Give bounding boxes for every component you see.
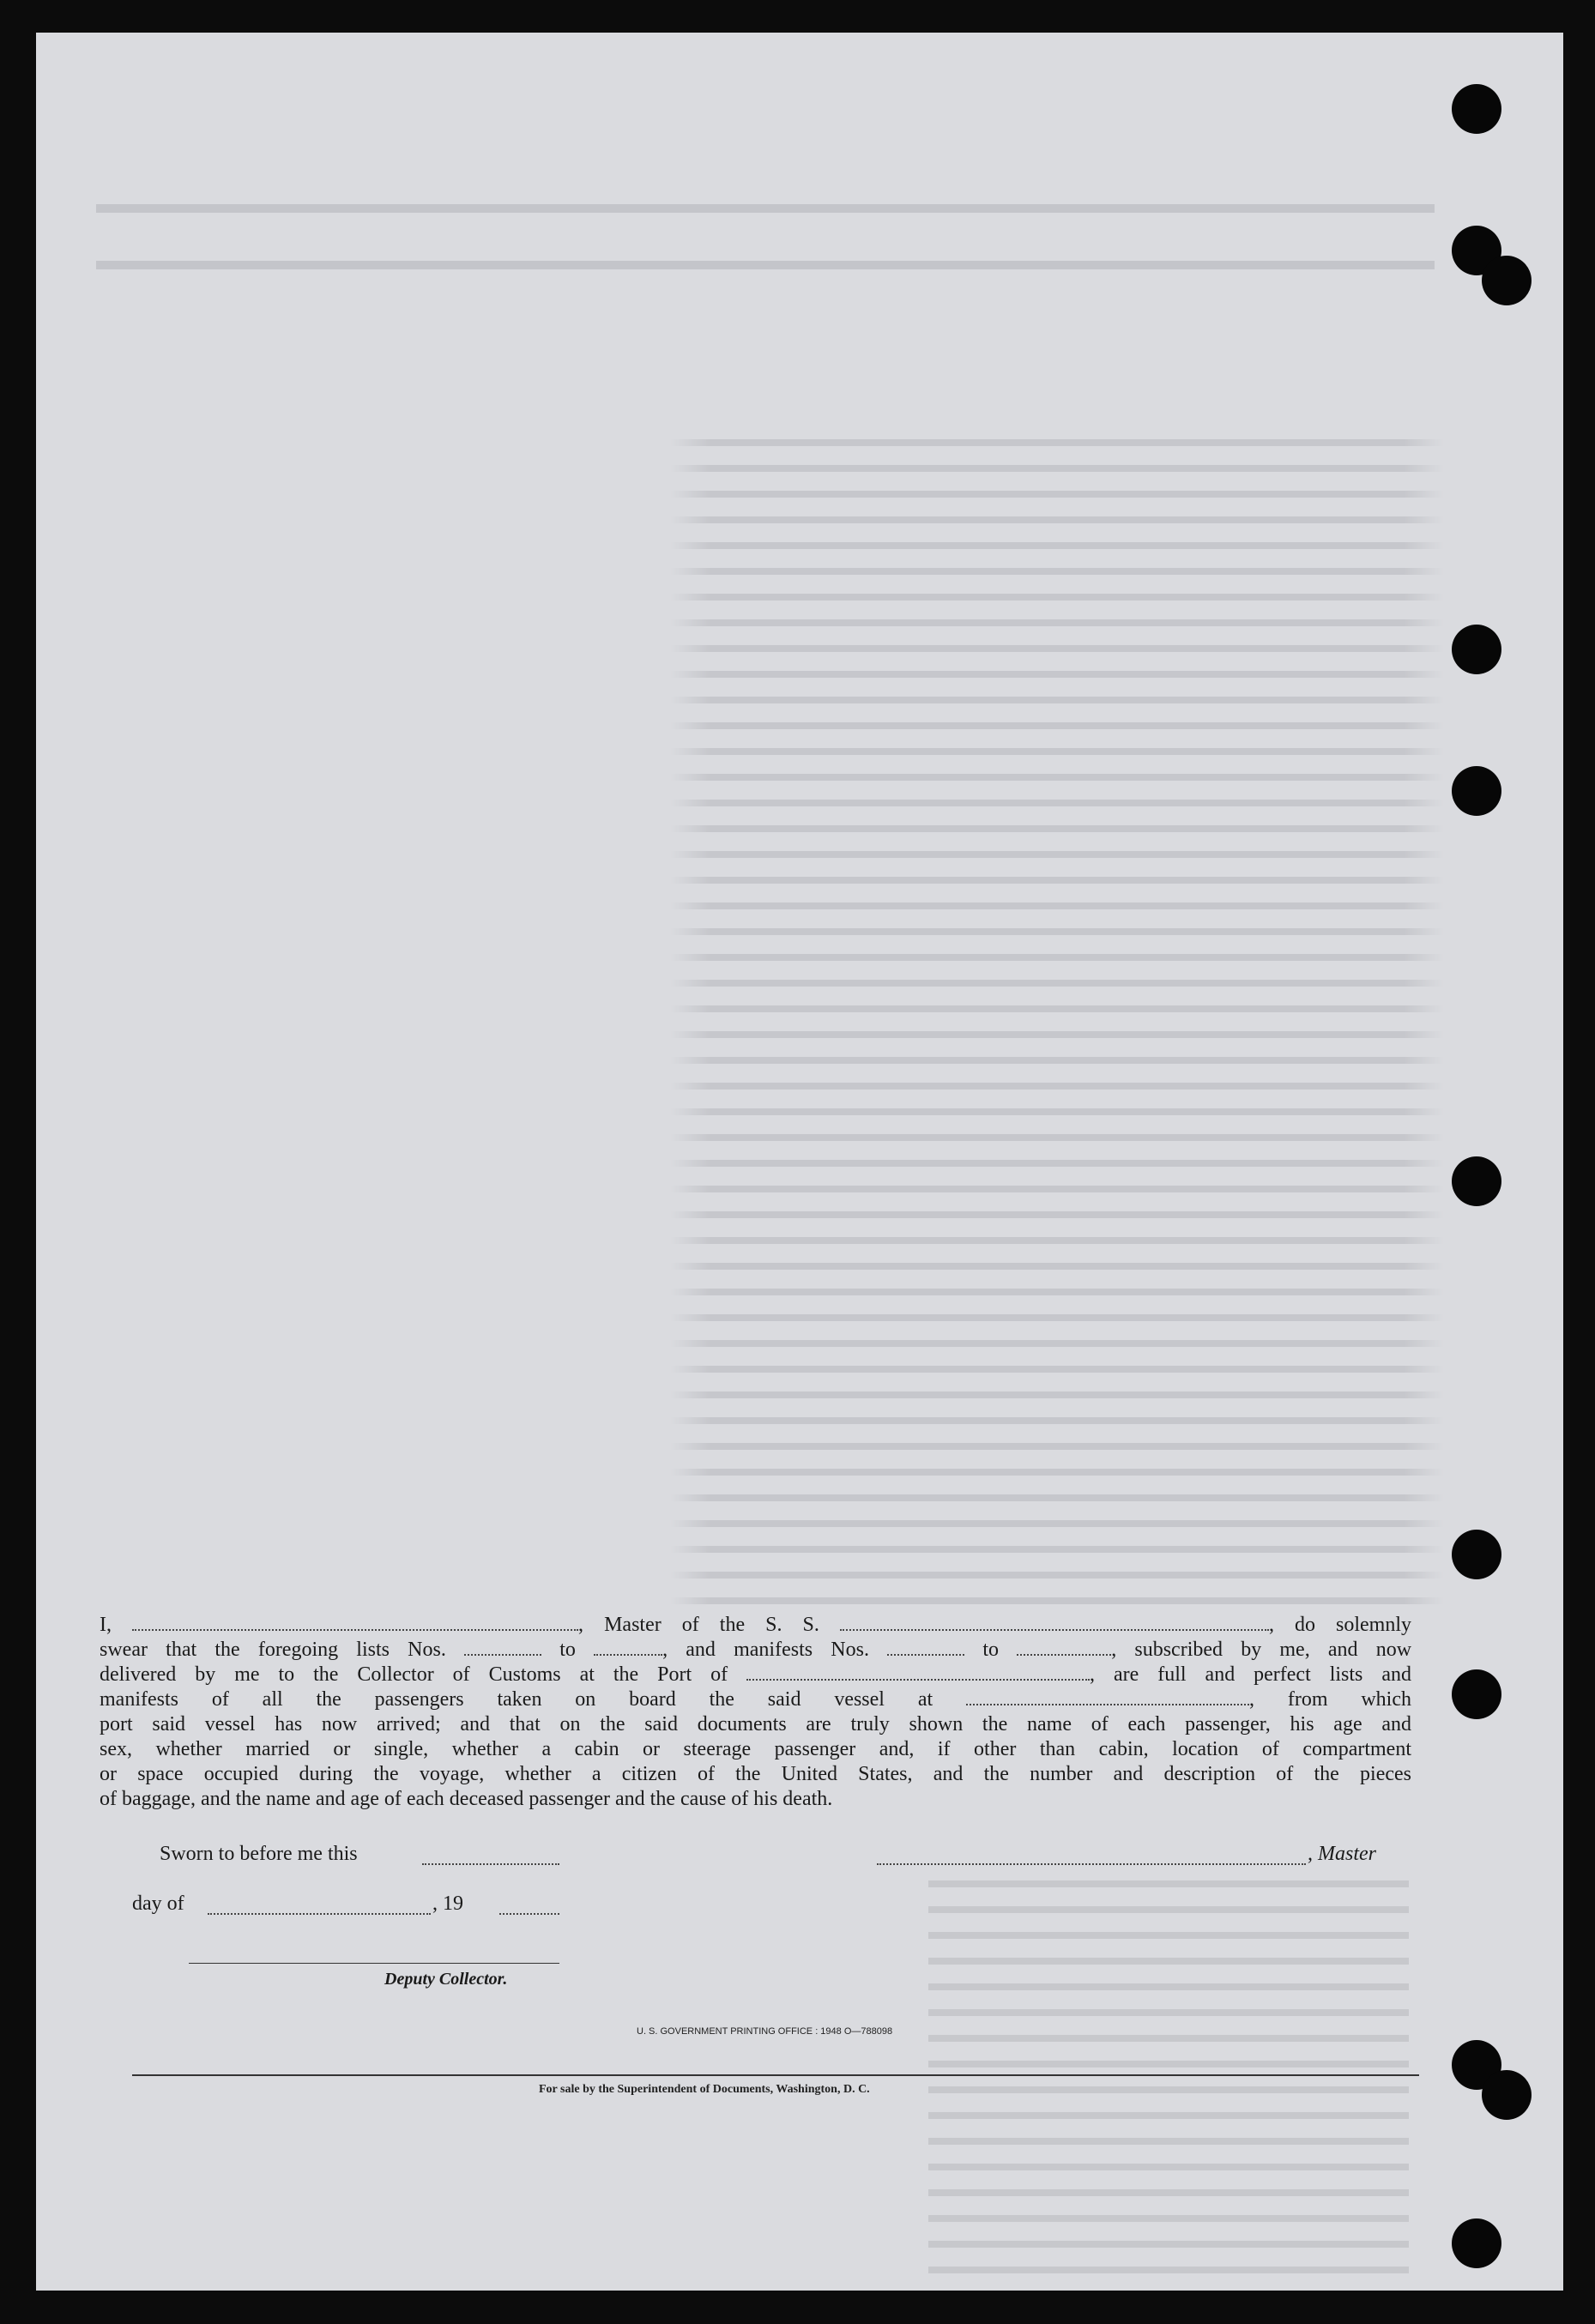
bleed-through-passenger-list [671, 376, 1443, 1663]
sworn-label: Sworn to before me this [160, 1843, 358, 1865]
master-oath-paragraph [100, 1613, 1411, 1812]
sworn-date-blank [422, 1848, 559, 1865]
gpo-imprint: U. S. GOVERNMENT PRINTING OFFICE : 1948 O—788098 [637, 2026, 893, 2037]
oath-line-6: sex, whether married or single, whether a cabin or steerage passenger and, if other than cabin, location of compartment [100, 1738, 1411, 1760]
bleed-through-top-lines [96, 196, 1435, 273]
manifests-to-blank [1017, 1639, 1111, 1656]
oath-line-1: I, , Master of the S. S. , do solemnly [100, 1614, 1412, 1636]
deputy-collector-label: Deputy Collector. [384, 1970, 508, 1989]
punch-hole [1452, 766, 1501, 816]
sale-notice: For sale by the Superintendent of Documents, Washington, D. C. [539, 2083, 870, 2096]
bleed-through-lower [928, 1817, 1409, 2291]
oath-line-8: of baggage, and the name and age of each deceased passenger and the cause of his death. [100, 1788, 833, 1810]
oath-line-5: port said vessel has now arrived; and that on the said documents are truly shown the name of each passenger, his age and [100, 1713, 1411, 1735]
oath-line-4: manifests of all the passengers taken on board the said vessel at , from which [100, 1688, 1411, 1711]
oath-line-3: delivered by me to the Collector of Customs at the Port of , are full and perfect lists and [100, 1663, 1412, 1686]
punch-hole [1452, 1156, 1501, 1206]
day-of-label: day of [132, 1892, 184, 1915]
punch-hole [1452, 625, 1501, 674]
punch-hole [1452, 1669, 1501, 1719]
deputy-collector-line [189, 1963, 559, 1964]
punch-hole [1482, 2070, 1532, 2120]
year-label: , 19 [432, 1892, 463, 1915]
punch-hole [1482, 256, 1532, 305]
manifest-page [36, 33, 1563, 2291]
oath-line-2: swear that the foregoing lists Nos. to , and manifests Nos. to , subscribed by me, and now [100, 1639, 1412, 1661]
vessel-name-blank [840, 1614, 1269, 1631]
punch-hole [1452, 1530, 1501, 1579]
port-blank [746, 1663, 1090, 1681]
lists-to-blank [594, 1639, 662, 1656]
master-name-blank [132, 1614, 578, 1631]
year-blank [499, 1898, 559, 1915]
manifests-from-blank [887, 1639, 964, 1656]
lists-from-blank [464, 1639, 541, 1656]
punch-hole [1452, 2218, 1501, 2268]
master-signature-blank [877, 1848, 1306, 1865]
departure-port-blank [966, 1688, 1249, 1705]
punch-hole [1452, 84, 1501, 134]
oath-line-7: or space occupied during the voyage, whether a citizen of the United States, and the number and description of the pieces [100, 1763, 1411, 1785]
footer-rule [132, 2074, 1419, 2076]
master-signature-label: , Master [1308, 1843, 1376, 1865]
month-blank [208, 1898, 431, 1915]
